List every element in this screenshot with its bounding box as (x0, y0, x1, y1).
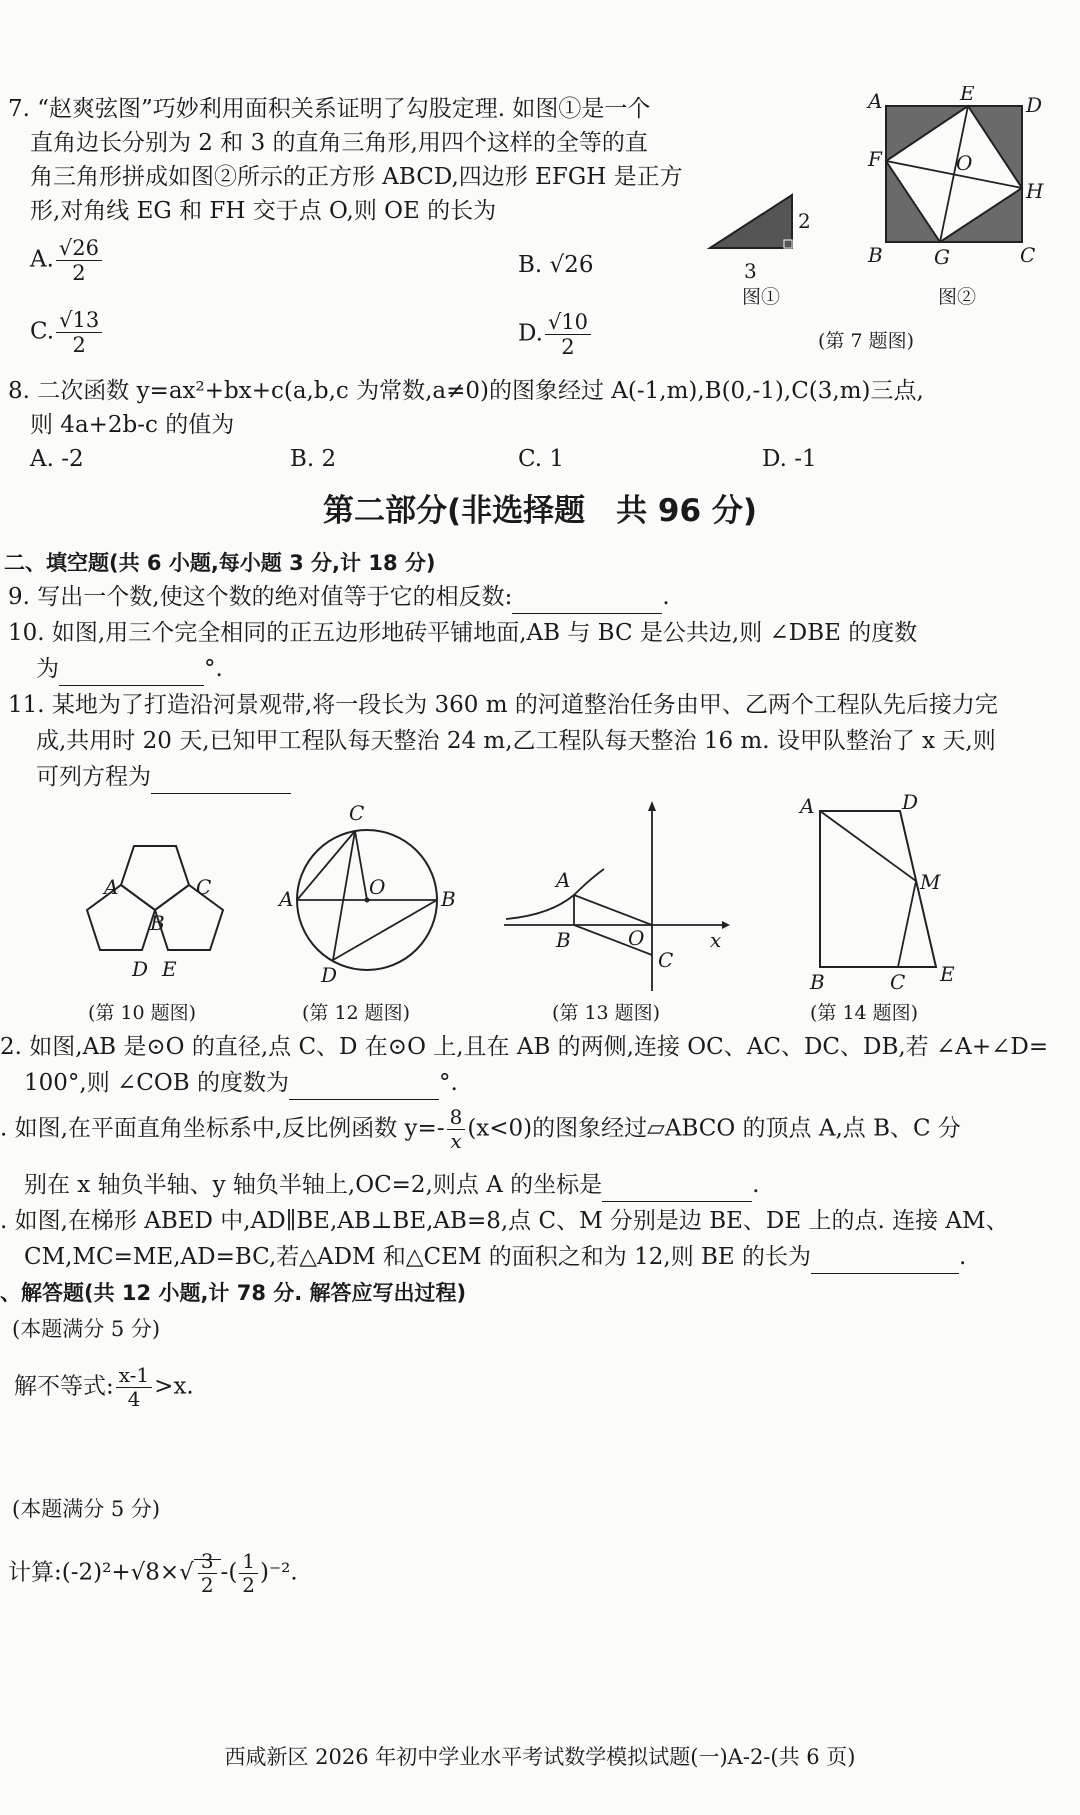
q9-answer-blank[interactable] (512, 589, 662, 614)
q12-figure (275, 800, 465, 1000)
svg-text:C: C (196, 875, 212, 899)
q9-text: 9. 写出一个数,使这个数的绝对值等于它的相反数: . (8, 580, 670, 614)
q7-figure-caption: (第 7 题图) (818, 330, 914, 352)
q7-line4: 形,对角线 EG 和 FH 交于点 O,则 OE 的长为 (30, 198, 497, 224)
svg-text:B: B (556, 928, 571, 952)
q13-figure (500, 795, 740, 995)
svg-text:D: D (321, 963, 338, 987)
svg-text:C: C (658, 948, 674, 972)
q7-figure-2 (860, 86, 1060, 276)
svg-text:D: D (132, 957, 149, 981)
svg-text:A: A (556, 868, 571, 892)
q12-line1: 2. 如图,AB 是⊙O 的直径,点 C、D 在⊙O 上,且在 AB 的两侧,连接 OC、AC、DC、DB,若 ∠A+∠D= (0, 1034, 1049, 1060)
q12-answer-blank[interactable] (289, 1075, 439, 1100)
q7-fig1-caption: 图① (742, 286, 781, 308)
q16-score: (本题满分 5 分) (12, 1497, 161, 1521)
q13-answer-blank[interactable] (602, 1177, 752, 1202)
svg-text:A: A (279, 887, 294, 911)
q11-answer-blank[interactable] (151, 769, 291, 794)
q8-option-a: A. -2 (30, 446, 84, 472)
q10-line2: 为 °. (36, 652, 223, 686)
svg-text:B: B (810, 970, 825, 994)
svg-text:C: C (1020, 243, 1036, 267)
svg-text:D: D (902, 790, 919, 814)
svg-text:E: E (940, 962, 955, 986)
q7-fig2-caption: 图② (938, 286, 977, 308)
q8-option-d: D. -1 (762, 446, 817, 472)
q13-figure-caption: (第 13 题图) (552, 1002, 661, 1024)
q12-line2: 100°,则 ∠COB 的度数为 °. (24, 1066, 458, 1100)
svg-text:C: C (349, 801, 365, 825)
svg-text:E: E (960, 86, 975, 105)
page-footer: 西咸新区 2026 年初中学业水平考试数学模拟试题(一)A-2-(共 6 页) (224, 1745, 856, 1769)
q7-figure-1 (700, 180, 820, 290)
q13-line2: 别在 x 轴负半轴、y 轴负半轴上,OC=2,则点 A 的坐标是 . (24, 1168, 759, 1202)
svg-text:E: E (162, 957, 177, 981)
svg-text:O: O (956, 151, 973, 175)
q7-line3: 角三角形拼成如图②所示的正方形 ABCD,四边形 EFGH 是正方 (30, 164, 683, 190)
q16-problem: 计算:(-2)²+√8×√ $\frac{3}{2}$ -( $\frac{1}{2}$ )⁻². (8, 1549, 298, 1597)
q10-line1: 10. 如图,用三个完全相同的正五边形地砖平铺地面,AB 与 BC 是公共边,则 ∠DBE 的度数 (8, 620, 918, 646)
part2-title: 第二部分(非选择题 共 96 分) (322, 493, 758, 529)
q8-line2: 则 4a+2b-c 的值为 (30, 412, 235, 438)
q11-line1: 11. 某地为了打造沿河景观带,将一段长为 360 m 的河道整治任务由甲、乙两个工程队先后接力完 (8, 692, 998, 718)
q7-option-a: A. $\frac{√26}{2}$ (30, 236, 104, 285)
q14-line1: . 如图,在梯形 ABED 中,AD∥BE,AB⊥BE,AB=8,点 C、M 分别是边 BE、DE 上的点. 连接 AM、 (0, 1208, 1009, 1234)
q8-option-c: C. 1 (518, 446, 565, 472)
q10-figure (70, 830, 270, 1000)
q8-option-b: B. 2 (290, 446, 337, 472)
q14-answer-blank[interactable] (811, 1249, 959, 1274)
svg-text:B: B (150, 911, 165, 935)
q10-figure-caption: (第 10 题图) (88, 1002, 197, 1024)
svg-text:x: x (710, 928, 722, 952)
q7-line2: 直角边长分别为 2 和 3 的直角三角形,用四个这样的全等的直 (30, 130, 648, 156)
svg-text:A: A (800, 794, 815, 818)
svg-text:D: D (1026, 93, 1043, 117)
q10-answer-blank[interactable] (59, 661, 204, 686)
svg-text:O: O (628, 926, 645, 950)
q13-line1: . 如图,在平面直角坐标系中,反比例函数 y=- $\frac{8}{x}$ (x<0)的图象经过▱ABCO 的顶点 A,点 B、C 分 (0, 1105, 961, 1153)
section2-title: 二、填空题(共 6 小题,每小题 3 分,计 18 分) (4, 551, 436, 575)
svg-text:F: F (868, 147, 882, 171)
svg-text:B: B (868, 243, 883, 267)
q7-option-b: B. √26 (518, 252, 594, 278)
right-triangle (710, 195, 792, 248)
q12-figure-caption: (第 12 题图) (302, 1002, 411, 1024)
q14-figure-caption: (第 14 题图) (810, 1002, 919, 1024)
svg-text:A: A (104, 875, 119, 899)
svg-text:B: B (441, 887, 456, 911)
svg-text:H: H (1026, 179, 1044, 203)
svg-text:O: O (369, 875, 386, 899)
q7-line1: 7. “赵爽弦图”巧妙利用面积关系证明了勾股定理. 如图①是一个 (8, 96, 651, 122)
q15-problem: 解不等式: $\frac{x-1}{4}$ >x. (14, 1363, 194, 1411)
q8-line1: 8. 二次函数 y=ax²+bx+c(a,b,c 为常数,a≠0)的图象经过 A(-1,m),B(0,-1),C(3,m)三点, (8, 378, 924, 404)
svg-text:A: A (868, 89, 883, 113)
q11-line2: 成,共用时 20 天,已知甲工程队每天整治 24 m,乙工程队每天整治 16 m. 设甲队整治了 x 天,则 (36, 728, 996, 754)
svg-text:M: M (920, 870, 941, 894)
side-b-label: 2 (798, 209, 811, 233)
svg-text:C: C (890, 970, 906, 994)
q7-option-c: C. $\frac{√13}{2}$ (30, 308, 104, 357)
q11-line3: 可列方程为 (36, 760, 291, 794)
side-a-label: 3 (744, 259, 757, 283)
q7-option-d: D. $\frac{√10}{2}$ (518, 310, 593, 359)
q15-score: (本题满分 5 分) (12, 1317, 161, 1341)
svg-text:G: G (934, 245, 950, 269)
section3-title: 、解答题(共 12 小题,计 78 分. 解答应写出过程) (0, 1281, 467, 1305)
q14-figure (790, 785, 970, 995)
q14-line2: CM,MC=ME,AD=BC,若△ADM 和△CEM 的面积之和为 12,则 BE 的长为 . (24, 1240, 966, 1274)
